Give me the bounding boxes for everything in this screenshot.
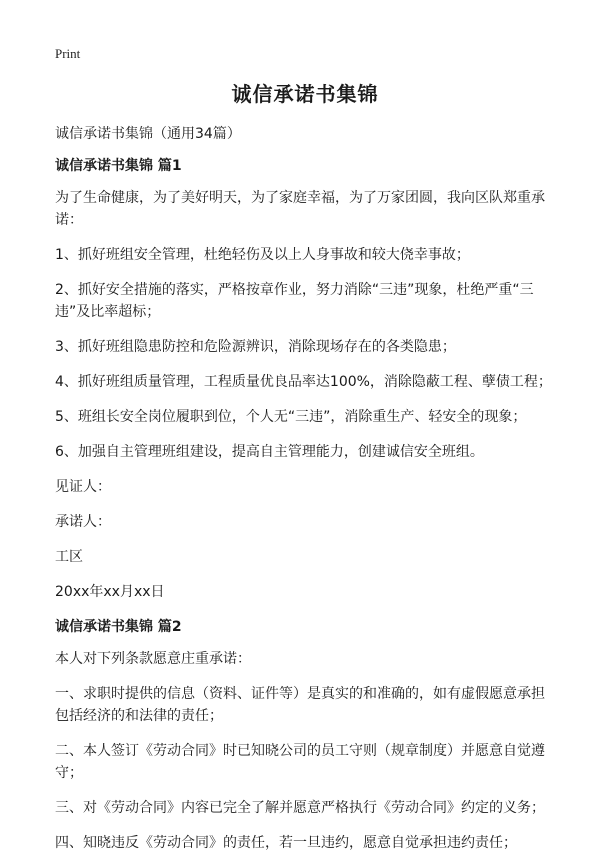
paragraph: 3、抓好班组隐患防控和危险源辨识，消除现场存在的各类隐患； xyxy=(55,339,456,355)
document-body xyxy=(55,78,555,867)
paragraph: 一、求职时提供的信息（资料、证件等）是真实的和准确的，如有虚假愿意承担包括经济的和法律的责任； xyxy=(55,686,545,724)
section-heading-2: 诚信承诺书集锦 篇2 xyxy=(55,619,182,635)
paragraph: 二、本人签订《劳动合同》时已知晓公司的员工守则（规章制度）并愿意自觉遵守； xyxy=(55,743,545,781)
paragraph: 4、抓好班组质量管理，工程质量优良品率达100%，消除隐蔽工程、孽债工程； xyxy=(55,374,552,390)
page-title: 诚信承诺书集锦 xyxy=(231,82,379,106)
section-heading-1: 诚信承诺书集锦 篇1 xyxy=(55,158,182,174)
paragraph: 三、对《劳动合同》内容已完全了解并愿意严格执行《劳动合同》约定的义务； xyxy=(55,800,545,816)
date-line: 20xx年xx月xx日 xyxy=(55,584,165,600)
paragraph: 2、抓好安全措施的落实，严格按章作业，努力消除“三违”现象，杜绝严重“三违”及比率超标； xyxy=(55,282,534,320)
paragraph: 1、抓好班组安全管理，杜绝轻伤及以上人身事故和较大侥幸事故； xyxy=(55,247,470,263)
witness-line: 见证人： xyxy=(55,479,111,495)
paragraph: 为了生命健康，为了美好明天，为了家庭幸福，为了万家团圆，我向区队郑重承诺： xyxy=(55,190,545,228)
paragraph: 5、班组长安全岗位履职到位，个人无“三违”，消除重生产、轻安全的现象； xyxy=(55,409,527,425)
document-subtitle: 诚信承诺书集锦（通用34篇） xyxy=(55,126,241,142)
paragraph: 6、加强自主管理班组建设，提高自主管理能力，创建诚信安全班组。 xyxy=(55,444,484,460)
paragraph: 本人对下列条款愿意庄重承诺： xyxy=(55,651,251,667)
print-link[interactable]: Print xyxy=(55,46,81,61)
promisor-line: 承诺人： xyxy=(55,514,111,530)
paragraph: 四、知晓违反《劳动合同》的责任，若一旦违约，愿意自觉承担违约责任； xyxy=(55,835,517,851)
work-area-line: 工区 xyxy=(55,549,83,565)
